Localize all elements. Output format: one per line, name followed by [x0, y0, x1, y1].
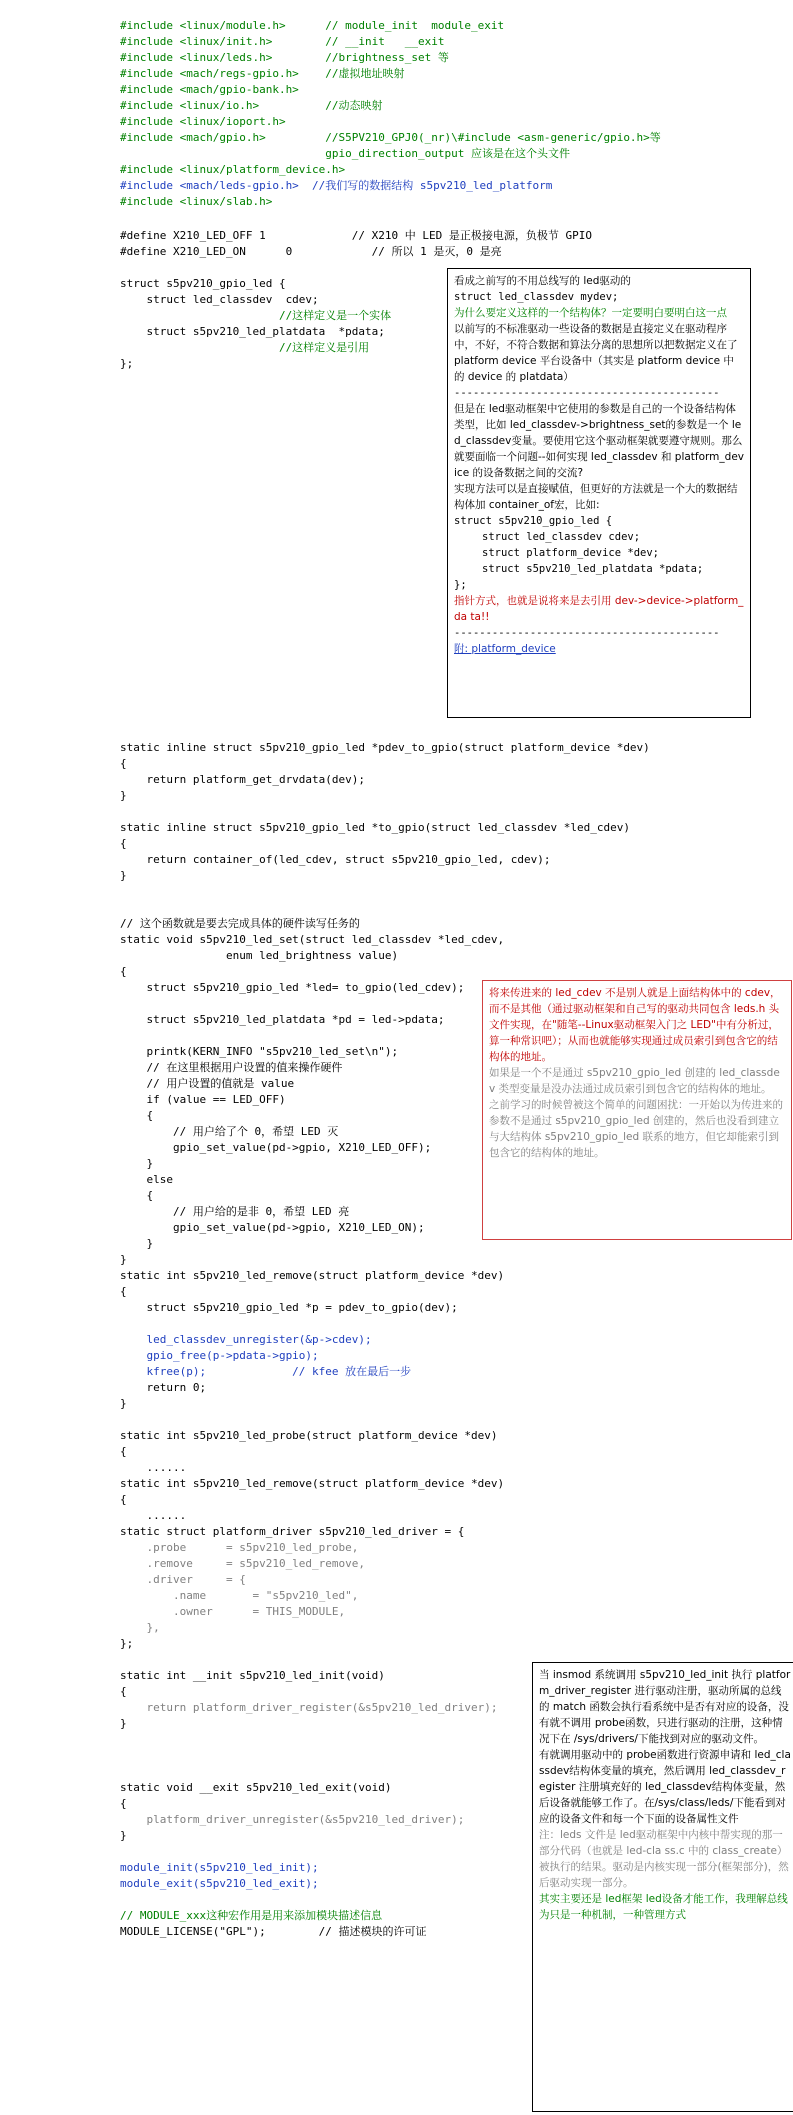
code-line: MODULE_LICENSE("GPL"); // 描述模块的许可证	[120, 1925, 427, 1938]
note-line: 但是在 led驱动框架中它使用的参数是自己的一个设备结构体类型，比如 led_classdev->brightness_set的参数是一个 led_classdev变量。要使用它这个驱动框架就要遵守规则。那么就要面临一个问题--如何实现 led_classdev 和 platform_device 的设备数据之间的交流?	[454, 403, 744, 479]
code-line: ......	[120, 1509, 187, 1522]
code-line: static int s5pv210_led_probe(struct platform_device *dev)	[120, 1429, 498, 1442]
code-line: {	[120, 1189, 154, 1202]
note-classdev	[447, 268, 751, 718]
code-line: #include <mach/gpio.h> //S5PV210_GPJ0(_nr)\#include <asm-generic/gpio.h>等	[120, 131, 661, 144]
code-line: {	[120, 1285, 127, 1298]
code-line: {	[120, 837, 127, 850]
note-line: struct platform_device *dev;	[482, 547, 660, 559]
code-line: };	[120, 1637, 134, 1650]
code-line: }	[120, 869, 127, 882]
code-line: // MODULE_xxx这种宏作用是用来添加模块描述信息	[120, 1909, 383, 1922]
code-line: {	[120, 1797, 127, 1810]
code-line	[120, 1316, 783, 1332]
code-line: }	[120, 1397, 127, 1410]
note-line: };	[454, 579, 467, 591]
code-line: struct s5pv210_gpio_led {	[120, 277, 286, 290]
code-line: return platform_get_drvdata(dev);	[120, 773, 366, 786]
code-line: }	[120, 1157, 154, 1170]
note-line: ------------------------------------------	[454, 627, 720, 639]
code-line: led_classdev_unregister(&p->cdev);	[120, 1333, 372, 1346]
code-line: return container_of(led_cdev, struct s5pv210_gpio_led, cdev);	[120, 853, 551, 866]
note-line: 将来传进来的 led_cdev 不是别人就是上面结构体中的 cdev，而不是其他（通过驱动框架和自己写的驱动共同包含 leds.h 头文件实现，在"随笔--Linux驱动框架入门之 LED"中有分析过，算一种常识吧）；从而也就能够实现通过成员索引到包含它的结构体的地址。	[489, 987, 781, 1063]
code-line: #define X210_LED_OFF 1 // X210 中 LED 是正极接电源，负极节 GPIO	[120, 229, 592, 242]
code-line: // 用户给了个 0，希望 LED 灭	[120, 1125, 339, 1138]
code-line: // 用户设置的值就是 value	[120, 1077, 295, 1090]
defines-block	[120, 228, 783, 260]
code-line: gpio_set_value(pd->gpio, X210_LED_OFF);	[120, 1141, 432, 1154]
code-line: gpio_direction_output 应该是在这个头文件	[120, 147, 570, 160]
pdev-to-gpio-block	[120, 740, 783, 884]
note-line: 为什么要定义这样的一个结构体？一定要明白要明白这一点	[454, 307, 727, 319]
code-line: {	[120, 1493, 127, 1506]
note-line: struct led_classdev mydev;	[454, 291, 619, 303]
note-line: 指针方式，也就是说将来是去引用 dev->device->platform_da ta!!	[454, 595, 744, 623]
code-line: }	[120, 789, 127, 802]
code-line: #include <linux/slab.h>	[120, 195, 273, 208]
code-line: #define X210_LED_ON 0 // 所以 1 是灭，0 是亮	[120, 245, 502, 258]
code-line: static int __init s5pv210_led_init(void)	[120, 1669, 385, 1682]
code-line: //这样定义是一个实体	[120, 309, 392, 322]
note-line: struct led_classdev cdev;	[482, 531, 641, 543]
code-line: .name = "s5pv210_led",	[120, 1589, 359, 1602]
code-line: if (value == LED_OFF)	[120, 1093, 286, 1106]
note-insmod	[532, 1662, 793, 2112]
code-line: static struct platform_driver s5pv210_led_driver = {	[120, 1525, 465, 1538]
note-line: 其实主要还是 led框架 led设备才能工作，我理解总线为只是一种机制，一种管理方式	[539, 1893, 788, 1921]
code-line: static void __exit s5pv210_led_exit(void)	[120, 1781, 392, 1794]
code-line: .driver = {	[120, 1573, 246, 1586]
code-line: //这样定义是引用	[120, 341, 370, 354]
code-line: #include <linux/ioport.h>	[120, 115, 286, 128]
note-link[interactable]: 附: platform_device	[454, 643, 556, 655]
code-line: #include <mach/regs-gpio.h> //虚拟地址映射	[120, 67, 405, 80]
code-line: .remove = s5pv210_led_remove,	[120, 1557, 366, 1570]
note-line: 实现方法可以是直接赋值，但更好的方法就是一个大的数据结构体加 container_of宏，比如:	[454, 483, 738, 511]
code-line: #include <mach/leds-gpio.h> //我们写的数据结构 s5pv210_led_platform	[120, 179, 553, 192]
code-line: static inline struct s5pv210_gpio_led *to_gpio(struct led_classdev *led_cdev)	[120, 821, 630, 834]
note-line: 以前写的不标准驱动一些设备的数据是直接定义在驱动程序中，不好，不符合数据和算法分离的思想所以把数据定义在了 platform device 平台设备中（其实是 platform device 中的 device 的 platdata）	[454, 323, 738, 383]
code-line: platform_driver_unregister(&s5pv210_led_driver);	[120, 1813, 465, 1826]
code-line: // 这个函数就是要去完成具体的硬件读写任务的	[120, 917, 360, 930]
code-line: {	[120, 965, 127, 978]
code-line: static void s5pv210_led_set(struct led_classdev *led_cdev,	[120, 933, 505, 946]
code-line: },	[120, 1621, 160, 1634]
note-container-of	[482, 980, 792, 1240]
code-line: return 0;	[120, 1381, 207, 1394]
code-line: // 用户给的是非 0，希望 LED 亮	[120, 1205, 350, 1218]
note-line: ------------------------------------------	[454, 387, 720, 399]
code-line: static int s5pv210_led_remove(struct platform_device *dev)	[120, 1477, 505, 1490]
code-line: return platform_driver_register(&s5pv210_led_driver);	[120, 1701, 498, 1714]
code-line: module_init(s5pv210_led_init);	[120, 1861, 319, 1874]
note-line: 当 insmod 系统调用 s5pv210_led_init 执行 platform_driver_register 进行驱动注册，驱动所属的总线的 match 函数会执行看系统中是否有对应的设备，没有就不调用 probe函数，只进行驱动的注册，这种情况下在 /sys/drivers/下能找到对应的驱动文件。	[539, 1669, 791, 1745]
code-line: }	[120, 1237, 154, 1250]
code-line: module_exit(s5pv210_led_exit);	[120, 1877, 319, 1890]
includes-block	[120, 18, 783, 210]
code-line: struct s5pv210_led_platdata *pdata;	[120, 325, 385, 338]
code-line: kfree(p); // kfee 放在最后一步	[120, 1365, 412, 1378]
code-line: {	[120, 1109, 154, 1122]
code-line: #include <mach/gpio-bank.h>	[120, 83, 299, 96]
code-line	[120, 1412, 783, 1428]
code-line: };	[120, 357, 134, 370]
code-line: struct s5pv210_led_platdata *pd = led->pdata;	[120, 1013, 445, 1026]
code-line: {	[120, 1445, 127, 1458]
note-line: 注：leds 文件是 led驱动框架中内核中帮实现的那一部分代码（也就是 led-cla ss.c 中的 class_create）被执行的结果。驱动是内核实现一部分(框架部分)，然后驱动实现一部分。	[539, 1829, 789, 1889]
code-line: #include <linux/leds.h> //brightness_set 等	[120, 51, 449, 64]
code-line: .probe = s5pv210_led_probe,	[120, 1541, 359, 1554]
code-line: printk(KERN_INFO "s5pv210_led_set\n");	[120, 1045, 399, 1058]
code-line: #include <linux/io.h> //动态映射	[120, 99, 383, 112]
code-line: struct led_classdev cdev;	[120, 293, 319, 306]
note-line: 有就调用驱动中的 probe函数进行资源申请和 led_classdev结构体变量的填充，然后调用 led_classdev_register 注册填充好的 led_classdev结构体变量，然后设备就能够工作了。在/sys/class/leds/下能看到对应的设备文件和每一个下面的设备属性文件	[539, 1749, 791, 1825]
code-line: {	[120, 1685, 127, 1698]
code-line: static int s5pv210_led_remove(struct platform_device *dev)	[120, 1269, 505, 1282]
code-line: static inline struct s5pv210_gpio_led *pdev_to_gpio(struct platform_device *dev)	[120, 741, 650, 754]
code-line: {	[120, 757, 127, 770]
note-line: 如果是一个不是通过 s5pv210_gpio_led 创建的 led_classdev 类型变量是没办法通过成员索引到包含它的结构体的地址。	[489, 1067, 780, 1095]
note-line: 之前学习的时候曾被这个简单的问题困扰：一开始以为传进来的参数不是通过 s5pv210_gpio_led 创建的，然后也没看到建立与大结构体 s5pv210_gpio_led 联系的地方，但它却能索引到包含它的结构体的地址。	[489, 1099, 783, 1159]
code-line: else	[120, 1173, 173, 1186]
code-line: }	[120, 1253, 127, 1266]
code-line: ......	[120, 1461, 187, 1474]
code-line: .owner = THIS_MODULE,	[120, 1605, 346, 1618]
code-line: struct s5pv210_gpio_led *p = pdev_to_gpio(dev);	[120, 1301, 458, 1314]
code-line	[120, 804, 783, 820]
code-line: enum led_brightness value)	[120, 949, 399, 962]
code-line: }	[120, 1717, 127, 1730]
code-line: #include <linux/init.h> // __init __exit	[120, 35, 445, 48]
note-line: 看成之前写的不用总线写的 led驱动的	[454, 275, 631, 287]
note-line: struct s5pv210_gpio_led {	[454, 515, 613, 527]
code-line: #include <linux/module.h> // module_init module_exit	[120, 19, 505, 32]
code-line: struct s5pv210_gpio_led *led= to_gpio(led_cdev);	[120, 981, 465, 994]
code-line: #include <linux/platform_device.h>	[120, 163, 346, 176]
code-line: gpio_set_value(pd->gpio, X210_LED_ON);	[120, 1221, 425, 1234]
code-line: gpio_free(p->pdata->gpio);	[120, 1349, 319, 1362]
note-line: struct s5pv210_led_platdata *pdata;	[482, 563, 704, 575]
code-line: // 在这里根据用户设置的值来操作硬件	[120, 1061, 343, 1074]
code-line: }	[120, 1829, 127, 1842]
